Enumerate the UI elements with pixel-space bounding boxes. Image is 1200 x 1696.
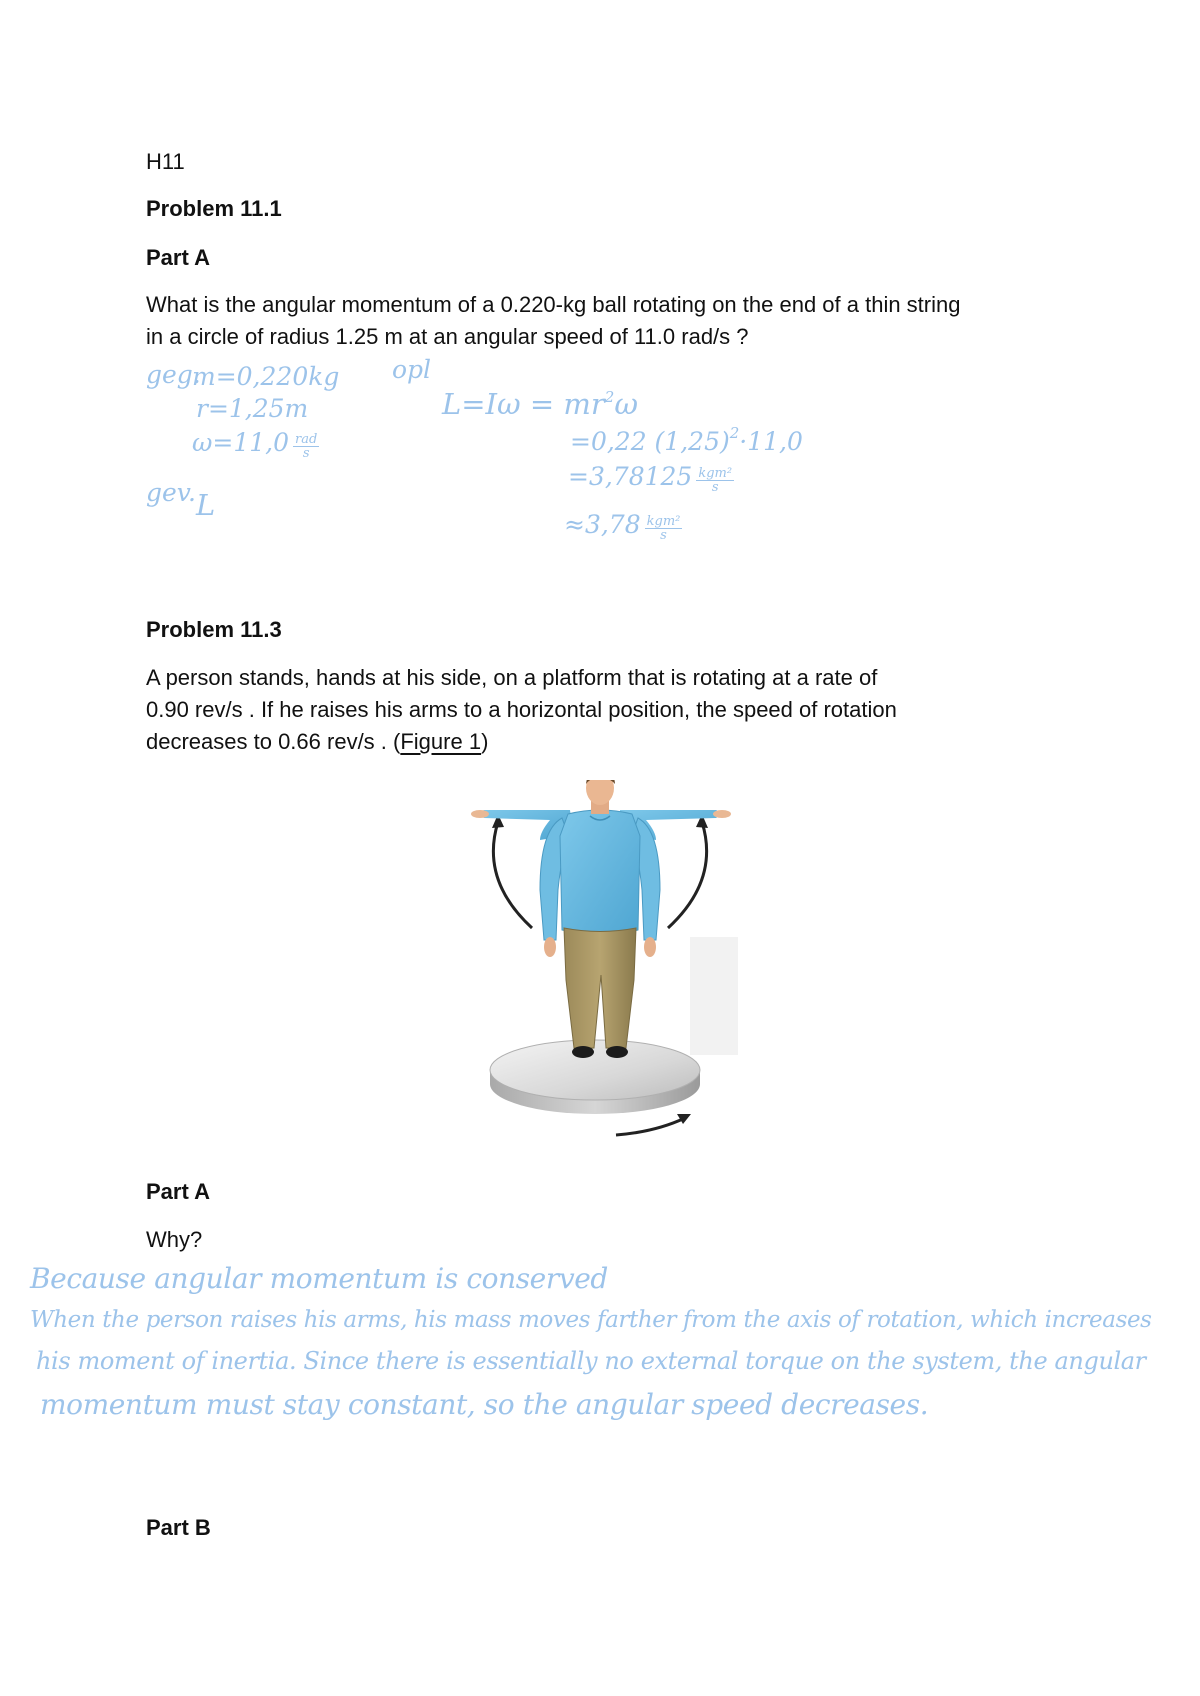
handwritten-answer-line-2: When the person raises his arms, his mass moves farther from the axis of rotation, which increases	[30, 1307, 1152, 1333]
handwritten-asked-L: L	[196, 488, 216, 522]
handwritten-solution-label: opl	[392, 355, 432, 384]
problem-11-3-part-b-heading: Part B	[146, 1515, 211, 1540]
problem-11-1-question-line-1: What is the angular momentum of a 0.220-kg ball rotating on the end of a thin string	[146, 292, 961, 317]
handwritten-given-radius: r=1,25m	[196, 394, 309, 423]
shirt-torso	[560, 810, 640, 934]
head	[586, 780, 614, 805]
figure-person-on-platform	[440, 780, 760, 1145]
problem-11-3-text-line-1: A person stands, hands at his side, on a platform that is rotating at a rate of	[146, 665, 878, 690]
pants	[564, 928, 636, 1048]
handwritten-rad-per-s-unit: $\frac{\text{rad}}{s}$	[295, 432, 318, 461]
handwritten-answer-line-3: his moment of inertia. Since there is essentially no external torque on the system, the angular	[36, 1347, 1146, 1375]
handwritten-given-mass: m=0,220kg	[192, 362, 340, 391]
handwritten-result: =3,78125 $\frac{\text{kgm²}}{s}$	[568, 462, 733, 495]
left-arm-arc-icon	[493, 822, 532, 928]
problem-11-3-part-a-question: Why?	[146, 1227, 203, 1252]
right-shoe	[606, 1046, 628, 1058]
handwritten-rounded-result: ≈3,78 $\frac{\text{kgm²}}{s}$	[564, 510, 681, 543]
handwritten-given-label: geg.	[146, 360, 201, 389]
platform-top	[490, 1040, 700, 1100]
handwritten-asked-label: gev.	[146, 478, 196, 507]
handwritten-substitution: =0,22 $(1,25)^2\cdot 11,0$	[570, 424, 803, 456]
problem-11-3-heading: Problem 11.3	[146, 617, 282, 642]
problem-11-1-heading: Problem 11.1	[146, 196, 282, 221]
problem-11-1-part-a-heading: Part A	[146, 245, 210, 270]
figure-1-link[interactable]: Figure 1	[400, 729, 482, 754]
right-arm-arc-icon	[668, 822, 707, 928]
background-shadow-panel	[690, 937, 738, 1055]
handwritten-omega-value: ω=11,0	[192, 428, 289, 457]
rotation-arrow-icon	[616, 1118, 685, 1135]
handwritten-equation: $L=I\omega = mr^2\omega$	[442, 387, 638, 421]
handwritten-answer-line-4: momentum must stay constant, so the angular speed decreases.	[40, 1388, 929, 1421]
problem-11-3-text-line-2: 0.90 rev/s . If he raises his arms to a horizontal position, the speed of rotation	[146, 697, 897, 722]
problem-11-3-part-a-heading: Part A	[146, 1179, 210, 1204]
document-title: H11	[146, 149, 185, 174]
problem-11-3-text-line-3: decreases to 0.66 rev/s . (Figure 1)	[146, 729, 489, 754]
handwritten-given-omega	[192, 428, 319, 460]
problem-11-1-question-line-2: in a circle of radius 1.25 m at an angular speed of 11.0 rad/s ?	[146, 324, 749, 349]
left-shoe	[572, 1046, 594, 1058]
handwritten-answer-line-1: Because angular momentum is conserved	[30, 1262, 608, 1295]
